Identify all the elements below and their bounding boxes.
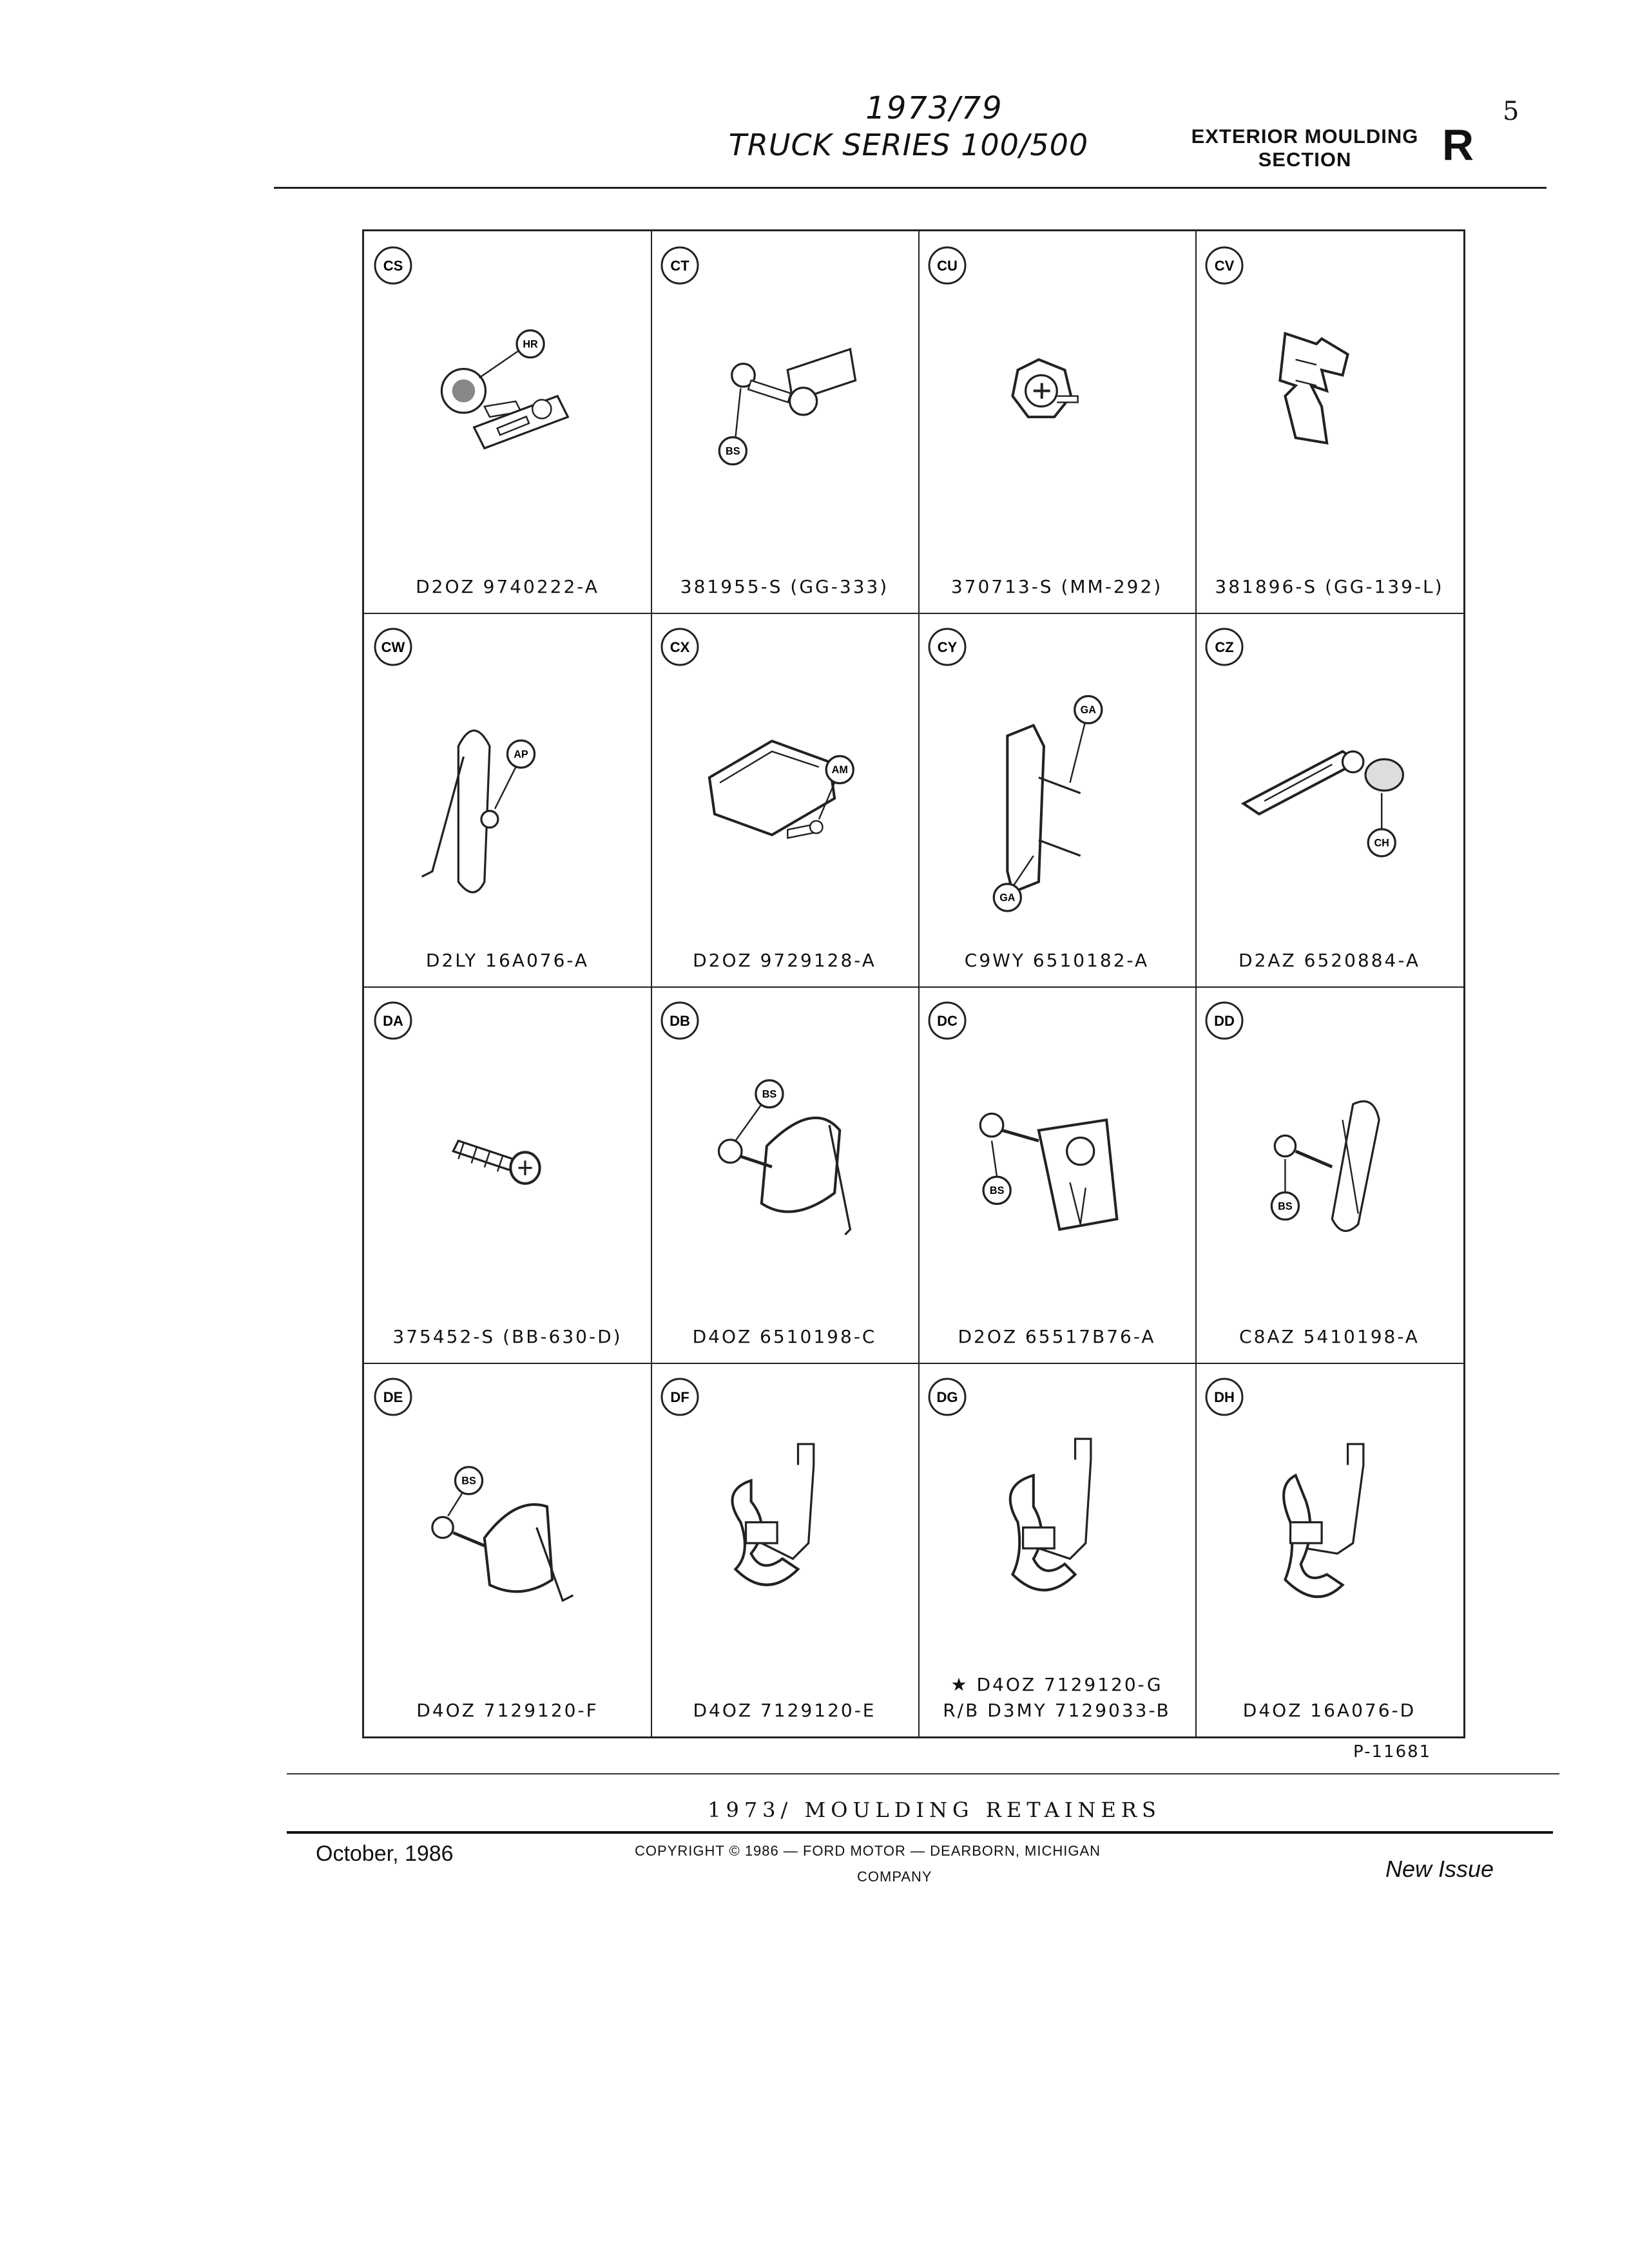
part-number: D4OZ 16A076-D [1242,1700,1416,1721]
part-number: D2LY 16A076-A [425,950,590,971]
part-code-label: CV [1214,258,1235,274]
part-number-block [918,1672,1195,1724]
part-callout-label: BS [725,445,740,457]
part-code-label: DA [383,1013,403,1029]
part-callout-label: BS [1278,1200,1293,1213]
part-illustration [934,651,1153,935]
part-number-block [1195,1324,1463,1350]
part-number: D4OZ 6510198-C [692,1326,877,1347]
part-illustration [662,1401,882,1685]
part-illustration [1207,651,1426,935]
page-number: 5 [1503,97,1519,126]
part-cell [651,231,918,613]
part-code-label: CT [670,258,689,274]
part-callout-label: BS [989,1185,1005,1197]
section-letter: R [1442,120,1474,169]
part-number-block [651,1698,918,1724]
part-code-label: CW [381,639,405,655]
header-years: 1973/79 [865,90,1003,126]
part-number: D2AZ 6520884-A [1239,950,1420,971]
part-cell [651,1363,918,1736]
part-callout-label: GA [1080,704,1096,716]
plate-number: P-11681 [1353,1742,1432,1762]
part-illustration [662,1025,882,1309]
part-number: 381896-S (GG-139-L) [1215,576,1444,597]
part-code-label: CY [937,639,958,655]
part-cell [918,231,1195,613]
part-number-replaced-by: R/B D3MY 7129033-B [943,1700,1171,1721]
part-cell [364,613,651,986]
part-number-block [1195,574,1463,600]
part-illustration [662,651,882,935]
part-cell [651,986,918,1363]
part-cell [364,231,651,613]
part-callout-label: BS [762,1088,776,1100]
footer-date: October, 1986 [316,1841,454,1866]
part-code-label: CZ [1215,639,1234,655]
part-number-block [918,948,1195,974]
part-illustration [385,270,604,553]
part-cell [1195,231,1463,613]
part-number: D2OZ 9740222-A [416,576,599,597]
part-callout-label: HR [522,338,538,351]
part-code-label: DH [1214,1389,1235,1405]
part-cell [364,1363,651,1736]
part-number: D2OZ 65517B76-A [958,1326,1156,1347]
section-title-line2: SECTION [1258,148,1352,171]
part-code-label: DC [937,1013,958,1029]
part-cell [364,986,651,1363]
part-cell [1195,986,1463,1363]
part-number: D2OZ 9729128-A [693,950,876,971]
part-illustration [385,1401,604,1685]
part-illustration [934,270,1153,553]
part-code-label: DB [670,1013,690,1029]
part-number: C9WY 6510182-A [964,950,1150,971]
part-code-label: DG [936,1389,958,1405]
footer-title: 1973/ MOULDING RETAINERS [708,1798,1161,1822]
footer-copyright: COPYRIGHT © 1986 — FORD MOTOR — DEARBORN, MICHIGAN [635,1843,1101,1859]
part-number-block [364,574,651,600]
part-number: ★ D4OZ 7129120-G [950,1674,1163,1695]
part-code-label: CX [670,639,690,655]
header-rule [274,187,1547,189]
footer-rule [287,1831,1553,1834]
part-cell [918,613,1195,986]
part-illustration [934,1401,1153,1685]
part-number: D4OZ 7129120-F [416,1700,599,1721]
part-number-block [1195,1698,1463,1724]
part-code-label: DD [1214,1013,1235,1029]
parts-grid [362,229,1465,1738]
part-code-label: DF [670,1389,689,1405]
header-series: TRUCK SERIES 100/500 [728,128,1089,162]
part-number: 375452-S (BB-630-D) [392,1326,622,1347]
part-illustration [934,1025,1153,1309]
section-title [1170,125,1440,171]
part-number-block [364,948,651,974]
part-cell [1195,1363,1463,1736]
part-illustration [1207,1025,1426,1309]
part-cell [918,1363,1195,1736]
part-number-block [651,948,918,974]
part-illustration [662,270,882,553]
part-number-block [364,1698,651,1724]
part-number-block [651,1324,918,1350]
part-number-block [1195,948,1463,974]
part-number: 381955-S (GG-333) [680,576,889,597]
part-callout-label: AP [513,748,528,760]
part-illustration [1207,270,1426,553]
part-callout-label: BS [461,1475,476,1487]
part-illustration [385,651,604,935]
part-number-block [918,574,1195,600]
part-number-block [651,574,918,600]
part-illustration [385,1025,604,1309]
part-number: 370713-S (MM-292) [950,576,1163,597]
part-code-label: DE [383,1389,403,1405]
plate-rule [287,1773,1559,1774]
part-number: C8AZ 5410198-A [1239,1326,1420,1347]
part-illustration [1207,1401,1426,1685]
part-cell [651,613,918,986]
footer-status: New Issue [1385,1856,1494,1882]
part-number-block [364,1324,651,1350]
section-title-line1: EXTERIOR MOULDING [1191,125,1419,148]
part-code-label: CS [383,258,403,274]
part-cell [1195,613,1463,986]
part-number-block [918,1324,1195,1350]
part-callout-label: AM [831,764,848,776]
footer-company: COMPANY [857,1869,932,1885]
part-number: D4OZ 7129120-E [693,1700,876,1721]
part-callout-label: GA [999,892,1016,904]
part-code-label: CU [937,258,958,274]
part-callout-label: CH [1374,837,1389,849]
part-cell [918,986,1195,1363]
